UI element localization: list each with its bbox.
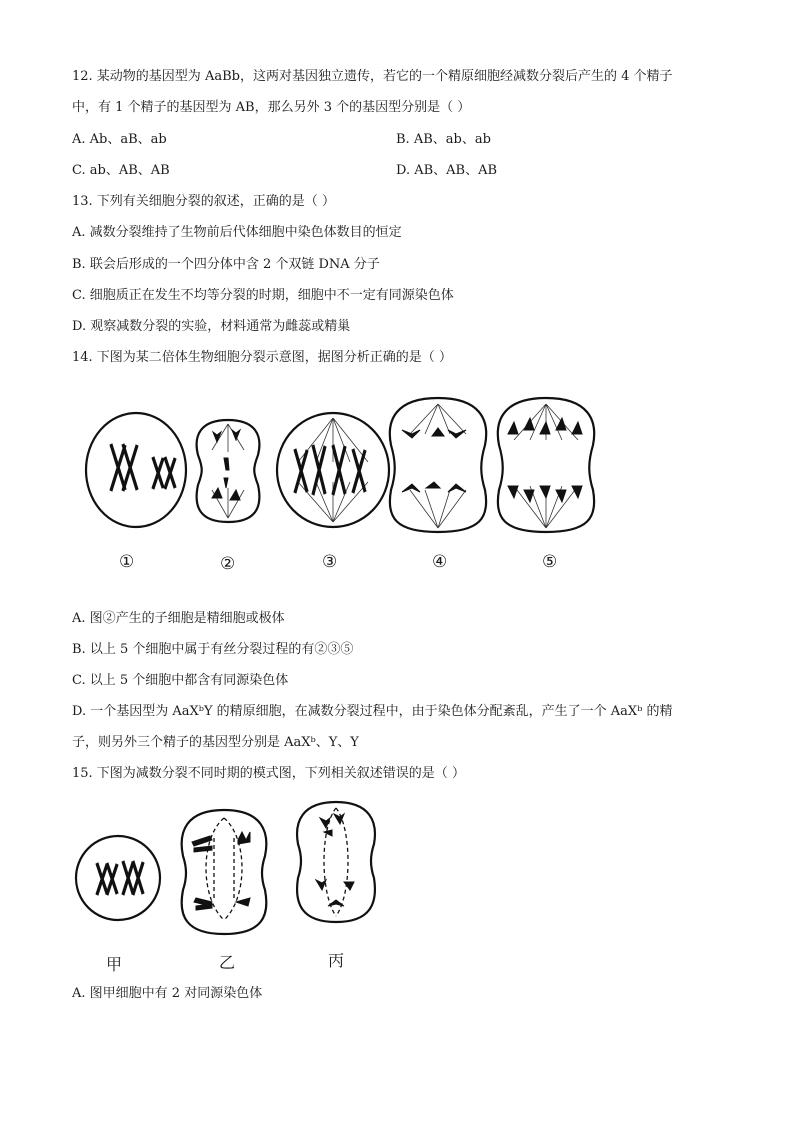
q15-label-bing: 丙 — [328, 951, 345, 970]
q13-option-a: A. 减数分裂维持了生物前后代体细胞中染色体数目的恒定 — [72, 225, 402, 240]
q14-option-d-line1: D. 一个基因型为 AaXᵇY 的精原细胞，在减数分裂过程中，由于染色体分配紊乱，产生了一个 AaXᵇ 的精 — [72, 704, 673, 719]
q14-option-a: A. 图②产生的子细胞是精细胞或极体 — [72, 611, 285, 626]
q15-option-a: A. 图甲细胞中有 2 对同源染色体 — [72, 986, 263, 1001]
q12-stem-line2: 中，有 1 个精子的基因型为 AB，那么另外 3 个的基因型分别是（ ） — [72, 100, 471, 115]
q14-option-b: B. 以上 5 个细胞中属于有丝分裂过程的有②③⑤ — [72, 642, 354, 657]
q14-cell-5 — [498, 398, 594, 532]
q15-cell-bing — [297, 802, 375, 922]
q12-option-d: D. AB、AB、AB — [396, 163, 498, 178]
q15-cell-jia — [76, 836, 160, 920]
q14-label-1: ① — [119, 552, 135, 572]
q12-option-b: B. AB、ab、ab — [396, 132, 491, 147]
q13-option-b: B. 联会后形成的一个四分体中含 2 个双链 DNA 分子 — [72, 257, 380, 272]
q15-cell-yi — [182, 810, 267, 934]
q13-option-d: D. 观察减数分裂的实验，材料通常为雌蕊或精巢 — [72, 319, 351, 334]
q14-option-c: C. 以上 5 个细胞中都含有同源染色体 — [72, 673, 289, 688]
q13-stem: 13. 下列有关细胞分裂的叙述，正确的是（ ） — [72, 194, 335, 209]
q15-stem: 15. 下图为减数分裂不同时期的模式图，下列相关叙述错误的是（ ） — [72, 766, 465, 781]
q14-label-5: ⑤ — [542, 552, 558, 572]
q12-stem-line1: 12. 某动物的基因型为 AaBb，这两对基因独立遗传，若它的一个精原细胞经减数分裂后产生的 4 个精子 — [72, 69, 673, 84]
q13-option-c: C. 细胞质正在发生不均等分裂的时期，细胞中不一定有同源染色体 — [72, 288, 454, 303]
q14-cell-2 — [197, 420, 260, 522]
q12-option-a: A. Ab、aB、ab — [72, 132, 167, 147]
q14-option-d-line2: 子，则另外三个精子的基因型分别是 AaXᵇ、Y、Y — [72, 735, 359, 750]
q14-label-2: ② — [220, 554, 236, 574]
q14-cell-1 — [86, 413, 186, 527]
q15-label-jia: 甲 — [106, 955, 123, 974]
q12-option-c: C. ab、AB、AB — [72, 163, 170, 178]
q14-label-4: ④ — [432, 552, 448, 572]
q15-label-yi: 乙 — [219, 953, 236, 972]
q14-label-3: ③ — [322, 552, 338, 572]
q14-cell-3 — [277, 413, 389, 527]
q14-cell-division-figure — [80, 390, 610, 540]
q14-cell-4 — [390, 398, 486, 532]
q14-stem: 14. 下图为某二倍体生物细胞分裂示意图，据图分析正确的是（ ） — [72, 350, 452, 365]
q15-meiosis-figure — [72, 798, 392, 938]
